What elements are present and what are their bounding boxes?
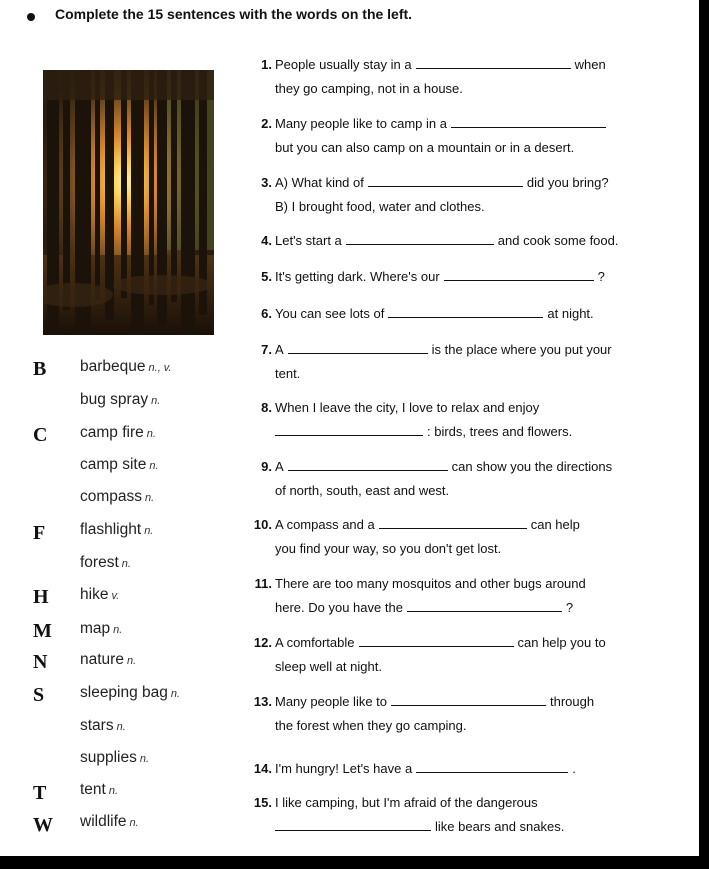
- sentence-number: 7.: [261, 342, 272, 357]
- sentence-line: [275, 815, 564, 839]
- sentence-line: [275, 420, 572, 444]
- sentence-text: is the place where you put your: [431, 342, 612, 357]
- sentence-line: [275, 537, 501, 561]
- sentence-text: through: [550, 694, 595, 709]
- sentence-line: [275, 77, 463, 101]
- word-bank-item: [80, 487, 154, 508]
- word-text: tent: [80, 781, 106, 798]
- part-of-speech: n.: [144, 525, 154, 537]
- instruction-heading: Complete the 15 sentences with the words on the left.: [55, 6, 413, 22]
- answer-blank[interactable]: [288, 352, 428, 354]
- index-letter: H: [33, 586, 49, 608]
- word-text: camp fire: [80, 424, 144, 441]
- sentence-text: and cook some food.: [497, 233, 619, 248]
- word-bank-item: [80, 520, 153, 541]
- sentence-text: B) I brought food, water and clothes.: [275, 199, 485, 214]
- word-text: camp site: [80, 456, 147, 473]
- sentence-number: 5.: [261, 269, 272, 284]
- sentence-text: A) What kind of: [275, 175, 364, 190]
- sentence-number: 15.: [253, 795, 272, 810]
- part-of-speech: n.: [170, 688, 181, 700]
- word-text: supplies: [80, 749, 137, 766]
- part-of-speech: n.: [149, 460, 159, 472]
- word-text: sleeping bag: [80, 684, 168, 701]
- sentence-line: [275, 690, 594, 714]
- sentence-number: 10.: [253, 517, 272, 532]
- answer-blank[interactable]: [388, 316, 543, 318]
- index-letter: N: [33, 651, 48, 673]
- word-text: map: [80, 620, 111, 637]
- sentence-text: they go camping, not in a house.: [275, 81, 463, 96]
- answer-blank[interactable]: [444, 279, 594, 281]
- sentence-text: I like camping, but I'm afraid of the dangerous: [275, 795, 538, 810]
- sentence-line: [275, 479, 449, 503]
- index-letter: C: [33, 424, 48, 446]
- part-of-speech: n., v.: [148, 362, 172, 374]
- sentence-text: There are too many mosquitos and other bugs around: [275, 576, 586, 591]
- part-of-speech: n.: [129, 817, 139, 829]
- answer-blank[interactable]: [275, 434, 423, 436]
- word-text: barbeque: [80, 358, 146, 375]
- sentence-text: of north, south, east and west.: [275, 483, 450, 498]
- sentence-number: 2.: [261, 116, 272, 131]
- sentence-line: [275, 136, 574, 160]
- answer-blank[interactable]: [288, 469, 448, 471]
- sentence-line: [275, 195, 485, 219]
- answer-blank[interactable]: [451, 126, 606, 128]
- answer-blank[interactable]: [379, 527, 527, 529]
- sentence-text: ?: [597, 269, 605, 284]
- sentence-line: [275, 338, 612, 362]
- sentence-text: when: [574, 57, 606, 72]
- sentence-text: I'm hungry! Let's have a: [275, 761, 413, 776]
- sentence-text: A: [275, 459, 284, 474]
- part-of-speech: n.: [108, 785, 119, 797]
- sentence-text: ?: [565, 600, 574, 615]
- word-bank-item: [80, 423, 156, 444]
- sentence-text: A compass and a: [275, 517, 375, 532]
- word-bank-item: [80, 780, 118, 801]
- answer-blank[interactable]: [368, 185, 523, 187]
- answer-blank[interactable]: [359, 645, 514, 647]
- sentence-line: [275, 714, 467, 738]
- word-text: bug spray: [80, 391, 149, 408]
- sentence-text: here. Do you have the: [275, 600, 403, 615]
- sentence-line: [275, 655, 382, 679]
- sentence-line: [275, 362, 300, 386]
- sentence-line: [275, 229, 619, 253]
- sentence-line: [275, 513, 580, 537]
- word-bank-item: [80, 455, 159, 476]
- word-bank-item: [80, 650, 136, 671]
- sentence-text: Many people like to: [275, 694, 388, 709]
- sentence-text: like bears and snakes.: [435, 819, 565, 834]
- sentence-text: When I leave the city, I love to relax and enjoy: [275, 400, 540, 415]
- sentence-number: 4.: [261, 233, 272, 248]
- part-of-speech: n.: [146, 428, 156, 440]
- word-bank-item: [80, 716, 126, 737]
- part-of-speech: n.: [151, 395, 161, 407]
- sentence-line: [275, 171, 609, 195]
- sentence-text: It's getting dark. Where's our: [275, 269, 440, 284]
- sentence-line: [275, 455, 612, 479]
- answer-blank[interactable]: [416, 67, 571, 69]
- word-text: hike: [80, 586, 109, 603]
- answer-blank[interactable]: [275, 829, 431, 831]
- sentence-text: Let's start a: [275, 233, 342, 248]
- answer-blank[interactable]: [391, 704, 546, 706]
- sentence-text: : birds, trees and flowers.: [427, 424, 573, 439]
- index-letter: T: [33, 782, 47, 804]
- forest-sunset-photo: [43, 70, 214, 335]
- sentence-text: sleep well at night.: [275, 659, 382, 674]
- word-text: stars: [80, 717, 114, 734]
- sentence-line: [275, 757, 576, 781]
- sentence-number: 3.: [261, 175, 272, 190]
- part-of-speech: n.: [121, 558, 131, 570]
- sentence-line: [275, 596, 573, 620]
- sentence-line: [275, 631, 606, 655]
- part-of-speech: n.: [139, 753, 150, 765]
- sentence-line: [275, 265, 605, 289]
- word-text: compass: [80, 488, 143, 505]
- part-of-speech: v.: [111, 590, 120, 602]
- sentence-number: 13.: [253, 694, 272, 709]
- sentence-number: 11.: [254, 576, 272, 591]
- sentence-text: .: [572, 761, 576, 776]
- sentence-text: You can see lots of: [275, 306, 385, 321]
- part-of-speech: n.: [116, 721, 126, 733]
- sentence-number: 8.: [261, 400, 272, 415]
- sentence-number: 1.: [261, 57, 272, 72]
- word-bank-item: [80, 619, 122, 640]
- sentence-number: 12.: [253, 635, 272, 650]
- answer-blank[interactable]: [346, 243, 494, 245]
- sentence-text: can help: [530, 517, 580, 532]
- sentence-text: People usually stay in a: [275, 57, 412, 72]
- sentence-text: at night.: [547, 306, 594, 321]
- sentence-line: [275, 53, 606, 77]
- sentence-text: but you can also camp on a mountain or in a desert.: [275, 140, 575, 155]
- answer-blank[interactable]: [416, 771, 568, 773]
- sentence-line: [275, 396, 539, 420]
- index-letter: M: [33, 620, 52, 642]
- sentence-text: you find your way, so you don't get lost.: [275, 541, 502, 556]
- sentence-text: A: [275, 342, 284, 357]
- index-letter: F: [33, 522, 46, 544]
- sentence-line: [275, 791, 538, 815]
- word-bank-item: [80, 748, 149, 769]
- part-of-speech: n.: [113, 624, 123, 636]
- word-bank-item: [80, 553, 131, 574]
- sentence-line: [275, 112, 610, 136]
- sentence-text: A comfortable: [275, 635, 355, 650]
- sentence-number: 6.: [261, 306, 272, 321]
- word-bank-item: [80, 390, 160, 411]
- word-bank-item: [80, 585, 119, 606]
- sentence-text: can show you the directions: [451, 459, 613, 474]
- index-letter: W: [33, 814, 53, 836]
- sentence-line: [275, 302, 594, 326]
- word-bank-item: [80, 357, 172, 378]
- word-text: nature: [80, 651, 124, 668]
- part-of-speech: n.: [126, 655, 137, 667]
- word-text: forest: [80, 554, 119, 571]
- word-text: wildlife: [80, 813, 127, 830]
- sentence-text: can help you to: [517, 635, 606, 650]
- word-bank-item: [80, 683, 180, 704]
- sentence-line: [275, 572, 586, 596]
- sentence-number: 9.: [261, 459, 272, 474]
- part-of-speech: n.: [145, 492, 155, 504]
- bullet-icon: [27, 13, 35, 21]
- sentence-text: Many people like to camp in a: [275, 116, 447, 131]
- word-bank-item: [80, 812, 139, 833]
- sentence-text: the forest when they go camping.: [275, 718, 467, 733]
- word-text: flashlight: [80, 521, 142, 538]
- answer-blank[interactable]: [407, 610, 562, 612]
- index-letter: S: [33, 684, 45, 706]
- sentence-text: tent.: [275, 366, 301, 381]
- sentence-text: did you bring?: [526, 175, 609, 190]
- sentence-number: 14.: [253, 761, 272, 776]
- index-letter: B: [33, 358, 47, 380]
